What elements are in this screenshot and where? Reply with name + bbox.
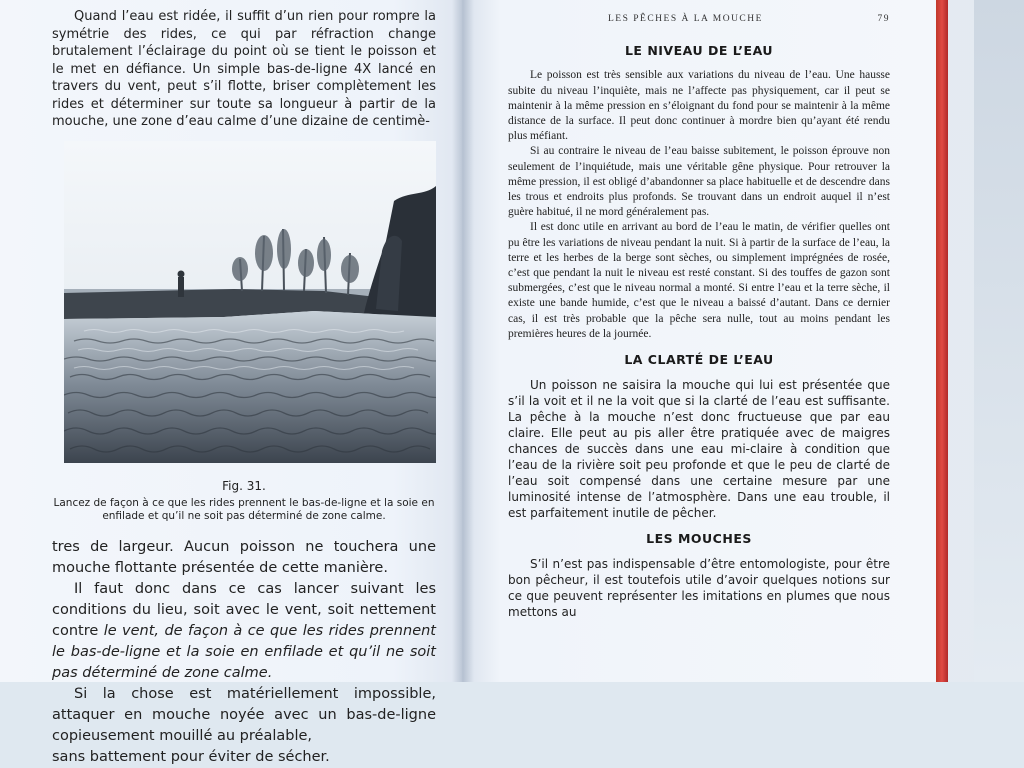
clarte-paragraph: Un poisson ne saisira la mouche qui lui est présentée que s’il la voit et il ne la voit que si la clarté de l’eau est suffisante. La pêche à la mouche n’est donc fructueuse que par eau claire. Elle peut au pis aller être pratiquée avec de maigres chances de succès dans une eau mi-claire à condition que l’eau de la rivière soit peu profonde et que le peu de clarté de l’eau soit compensé dans une certaine mesure par une luminosité intense de l’atmosphère. Dans une eau trouble, il est parfaitement inutile de pêcher. (508, 378, 890, 521)
section-niveau (508, 43, 890, 342)
left-paragraph-3: Si la chose est matériellement impossible, attaquer en mouche noyée avec un bas-de-ligne copieusement mouillé au préalable, (52, 685, 436, 744)
section-clarte (508, 352, 890, 521)
niveau-paragraph-2: Si au contraire le niveau de l’eau baisse subitement, le poisson éprouve non seulement de l’inquiétude, mais une véritable gêne physique. Pour retrouver la même pression, il est obligé d’abandonner sa place habituelle et de descendre dans les trous et endroits plus profonds. Se trouvant dans un endroit auquel il n’est guère habitué, il ne mord généralement pas. (508, 145, 890, 219)
left-top-paragraph: Quand l’eau est ridée, il suffit d’un rien pour rompre la symétrie des rides, ce qui par réfraction change brutalement l’éclairage du point où se tient le poisson et le met en défiance. Un simple bas-de-ligne 4X lancé en travers du vent, peut s’il flotte, briser complètement les rides et déterminer sur toute sa longueur à partir de la mouche, une zone d’eau calme d’une dizaine de centimè- (52, 9, 436, 129)
mouches-paragraph: S’il n’est pas indispensable d’être entomologiste, pour être bon pêcheur, il est toutefois utile d’avoir quelques notions sur ce que peuvent représenter les imitations en plumes que nous mettons au (508, 557, 890, 620)
left-page (0, 0, 462, 765)
left-paragraph-2-italic: le vent, de façon à ce que les rides prennent le bas-de-ligne et la soie en enfilade et qu’il ne soit pas déterminé de zone calme. (52, 622, 436, 681)
niveau-paragraph-3: Il est donc utile en arrivant au bord de l’eau le matin, de vérifier quelles ont pu être les variations de niveau pendant la nuit. Si à partir de la surface de l’eau, la terre et les herbes de la berge sont sèches, ou simplement imprégnées de rosée, c’est que pendant la nuit le niveau est resté constant. Si des touffes de gazon sont submergées, c’est que le niveau normal a monté. Si entre l’eau et la terre sèche, il existe une bande humide, c’est que le niveau a baissé d’autant. Dans ce dernier cas, il est très probable que la pêche sera nulle, tout au moins pendant les premières heures de la journée. (508, 221, 890, 340)
left-paragraph-2-start: Il faut donc dans ce cas lancer suivant les conditions du lieu, soit avec le vent, soit nettement contre (52, 580, 436, 639)
table-surface (974, 0, 1024, 682)
figure-photo (64, 141, 436, 463)
section-mouches (508, 531, 890, 620)
right-page (462, 0, 940, 682)
page-number: 79 (877, 14, 890, 24)
section-title-clarte: LA CLARTÉ DE L’EAU (624, 352, 774, 368)
figure-number: Fig. 31. (222, 478, 266, 493)
river-photo-image (64, 141, 436, 463)
niveau-paragraph-1: Le poisson est très sensible aux variations du niveau de l’eau. Une hausse subite du niveau l’inquiète, mais ne l’affecte pas physiquement, car il peut se maintenir à la même pression en s’éloignant du fond pour se maintenir à la même distance de la surface. Il peut donc continuer à mordre bien qu’ayant été rendu plus méfiant. (508, 69, 890, 143)
section-title-mouches: LES MOUCHES (646, 531, 752, 547)
left-body-text (52, 537, 436, 768)
section-title-niveau: LE NIVEAU DE L’EAU (624, 43, 774, 59)
book-gutter (452, 0, 474, 682)
running-head (508, 12, 890, 27)
running-title: LES PÊCHES À LA MOUCHE (608, 14, 763, 24)
left-paragraph-4: sans battement pour éviter de sécher. (52, 748, 330, 765)
left-paragraph-2 (52, 579, 436, 684)
figure-caption: Lancez de façon à ce que les rides prennent le bas-de-ligne et la soie en enfilade et qu’il ne soit pas déterminé de zone calme. (53, 496, 435, 522)
left-paragraph-1: tres de largeur. Aucun poisson ne touchera une mouche flottante présentée de cette manière. (52, 538, 436, 576)
book-cover-edge (936, 0, 948, 682)
